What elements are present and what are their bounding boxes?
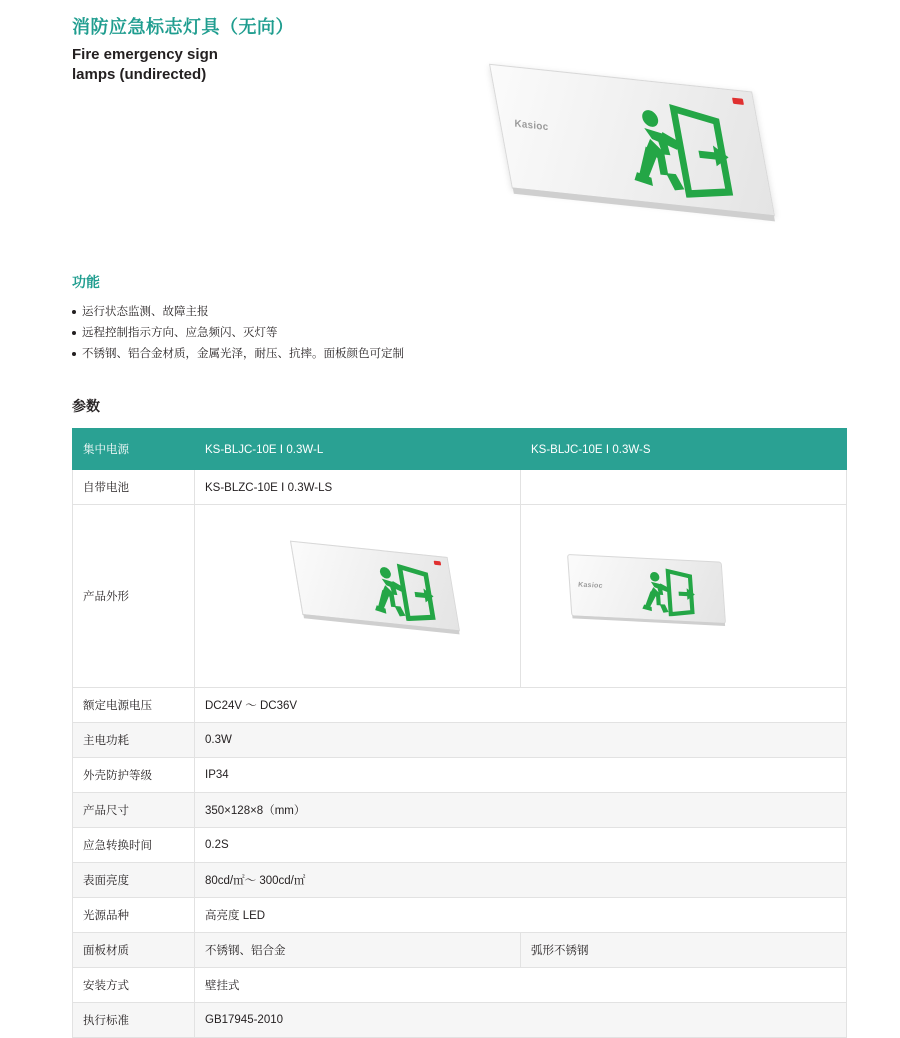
page-title-cn: 消防应急标志灯具（无向） [72, 17, 294, 37]
running-man-exit-pictogram [604, 95, 743, 203]
row-label: 安装方式 [73, 968, 195, 1003]
plate-edge [572, 615, 725, 626]
product-image-cell-S [521, 505, 847, 688]
table-row [73, 723, 847, 758]
product-photo-S [521, 514, 846, 678]
list-item: 远程控制指示方向、应急频闪、灭灯等 [72, 323, 542, 344]
table-row [73, 898, 847, 933]
row-label: 额定电源电压 [73, 688, 195, 723]
row-value-1: 0.2S [195, 828, 847, 863]
exit-sign-plate [489, 64, 775, 216]
row-value-1: 0.3W [195, 723, 847, 758]
exit-sign-plate-curved [567, 554, 726, 624]
row-value-2 [521, 470, 847, 505]
table-row [73, 828, 847, 863]
exit-sign-plate-small [290, 541, 460, 632]
table-row [73, 470, 847, 505]
page-title-en [72, 45, 492, 86]
row-label: 产品外形 [73, 505, 195, 688]
brand-logo: Kasioc [513, 118, 550, 134]
product-image-cell-L [195, 505, 521, 688]
table-row [73, 429, 847, 470]
running-man-exit-pictogram [629, 566, 702, 618]
status-led-icon [434, 561, 442, 566]
params-heading: 参数 [72, 398, 100, 414]
list-item: 不锈钢、铝合金材质，金属光泽，耐压、抗摔。面板颜色可定制 [72, 344, 542, 365]
row-value-1: 80cd/㎡～ 300cd/㎡ [195, 863, 847, 898]
row-label: 自带电池 [73, 470, 195, 505]
running-man-exit-pictogram [356, 559, 443, 625]
page-header [72, 14, 492, 86]
hero-product-image [480, 70, 810, 300]
row-value-1: IP34 [195, 758, 847, 793]
page-title-en-line1: Fire emergency sign [72, 46, 218, 63]
row-value-1: KS-BLJC-10E Ⅰ 0.3W-L [195, 429, 521, 470]
brand-logo: Kasioc [577, 581, 604, 590]
row-label: 主电功耗 [73, 723, 195, 758]
table-row-product-appearance [73, 505, 847, 688]
row-value-1: DC24V ～ DC36V [195, 688, 847, 723]
row-value-1: 壁挂式 [195, 968, 847, 1003]
row-label: 应急转换时间 [73, 828, 195, 863]
row-value-1: 350×128×8（mm） [195, 793, 847, 828]
row-label: 表面亮度 [73, 863, 195, 898]
row-label: 产品尺寸 [73, 793, 195, 828]
features-list [72, 302, 542, 365]
table-row [73, 1003, 847, 1038]
row-value-1: 不锈钢、铝合金 [195, 933, 521, 968]
row-label: 执行标准 [73, 1003, 195, 1038]
table-row [73, 758, 847, 793]
table-row [73, 968, 847, 1003]
row-value-1: KS-BLZC-10E Ⅰ 0.3W-LS [195, 470, 521, 505]
parameters-table [72, 428, 847, 1038]
table-row [73, 688, 847, 723]
row-label: 外壳防护等级 [73, 758, 195, 793]
status-led-icon [732, 98, 744, 105]
list-item: 运行状态监测、故障主报 [72, 302, 542, 323]
product-photo-L [195, 514, 520, 678]
table-row [73, 793, 847, 828]
row-value-1: 高亮度 LED [195, 898, 847, 933]
page-title-en-line2: lamps (undirected) [72, 66, 207, 84]
row-value-2: KS-BLJC-10E Ⅰ 0.3W-S [521, 429, 847, 470]
table-row [73, 863, 847, 898]
row-value-2: 弧形不锈钢 [521, 933, 847, 968]
row-label: 光源品种 [73, 898, 195, 933]
row-label: 面板材质 [73, 933, 195, 968]
features-heading: 功能 [72, 274, 100, 290]
row-label: 集中电源 [73, 429, 195, 470]
table-row [73, 933, 847, 968]
row-value-1: GB17945-2010 [195, 1003, 847, 1038]
